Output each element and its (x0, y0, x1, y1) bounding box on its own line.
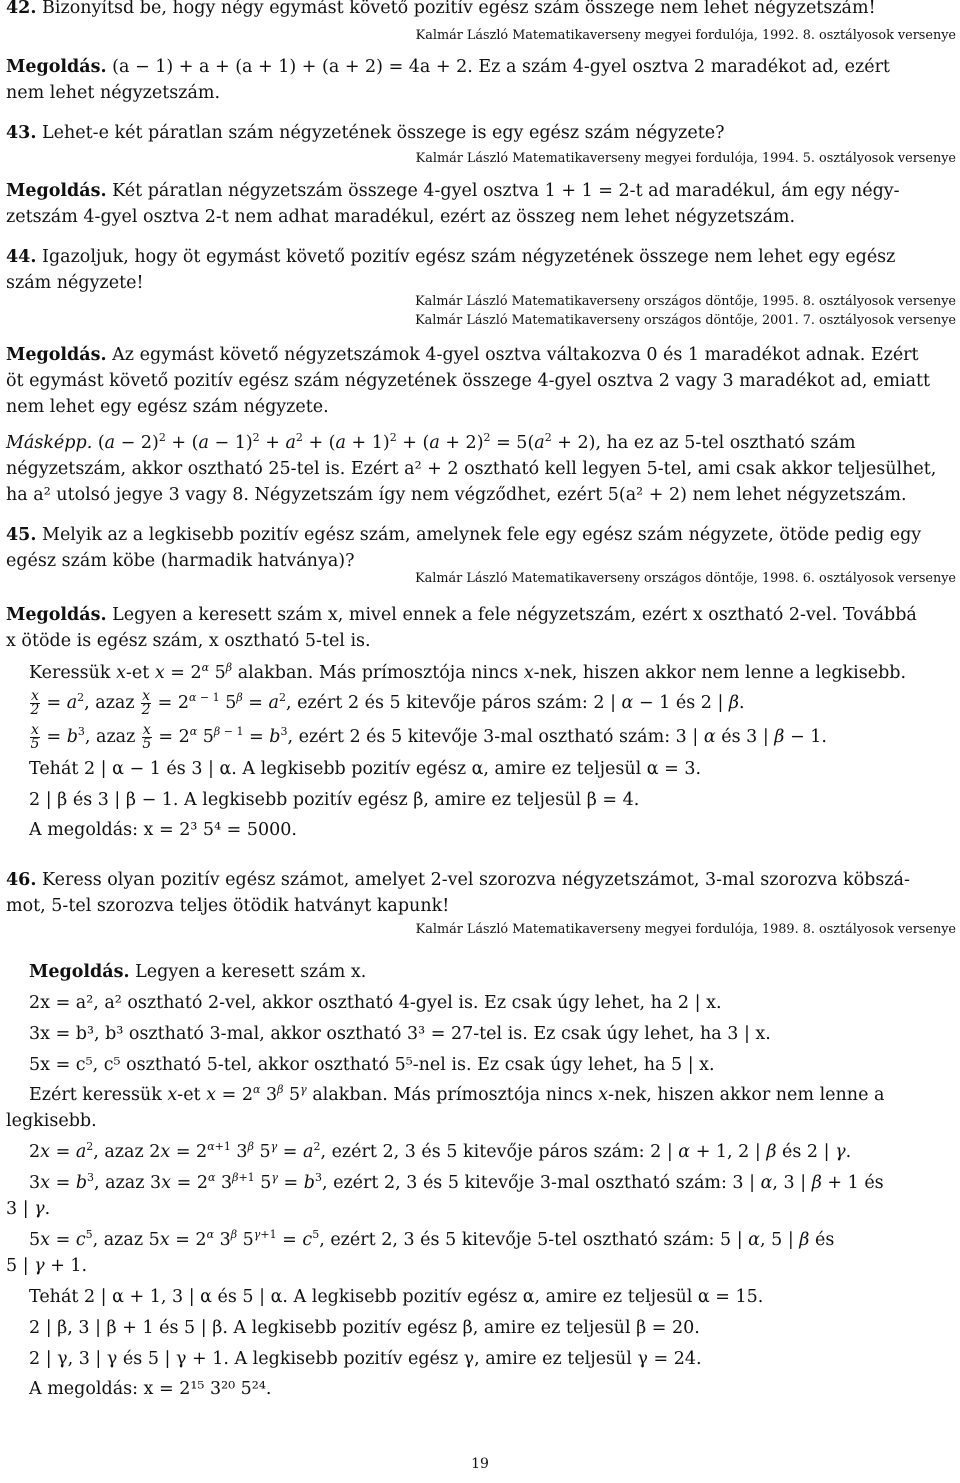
problem-source: Kalmár László Matematikaverseny országos döntője, 1998. 6. osztályosok versenye (415, 571, 956, 586)
page-number: 19 (471, 1456, 489, 1472)
solution-text: Legyen a keresett szám x. (135, 962, 367, 982)
problem-number: 42. (6, 0, 37, 18)
problem-44 (6, 245, 956, 269)
solution-46-line7: $3x = b^3$, azaz $3x = 2^\alpha$ $3^{\beta+1}$ $5^\gamma = b^3$, ezért 2, 3 és 5 kitevője 3-mal osztható szám: 3 | α, 3 | β + 1 és (29, 1171, 884, 1193)
solution-46-line5: Ezért keressük x-et $x = 2^\alpha$ $3^\beta$ $5^\gamma$ alakban. Más prímosztója nincs x-nek, hiszen akkor nem lenne a (29, 1083, 885, 1105)
fraction: $\frac{x}{5}$ (30, 722, 40, 752)
solution-45-line6: Tehát 2 | α − 1 és 3 | α. A legkisebb pozitív egész α, amire ez teljesül α = 3. (29, 759, 702, 779)
problem-source: Kalmár László Matematikaverseny megyei fordulója, 1989. 8. osztályosok versenye (415, 922, 956, 937)
solution-label: Megoldás. (6, 605, 107, 625)
solution-text: Legyen a keresett szám x, mivel ennek a fele négyzetszám, ezért x osztható 2-vel. Továbbá (112, 605, 917, 625)
problem-text: Melyik az a legkisebb pozitív egész szám, amelynek fele egy egész szám négyzete, ötöde pedig egy (42, 525, 922, 545)
problem-source: Kalmár László Matematikaverseny országos döntője, 1995. 8. osztályosok versenye (415, 294, 956, 309)
solution-46-line5b: legkisebb. (6, 1111, 97, 1131)
alt-label: Másképp. (6, 433, 93, 453)
solution-45-answer: A megoldás: x = 2³ 5⁴ = 5000. (29, 820, 297, 840)
solution-42-line1 (6, 55, 956, 79)
solution-45-line7: 2 | β és 3 | β − 1. A legkisebb pozitív egész β, amire ez teljesül β = 4. (29, 790, 640, 810)
solution-label: Megoldás. (6, 345, 107, 365)
solution-45-line1 (6, 603, 956, 627)
solution-42-line2: nem lehet négyzetszám. (6, 83, 221, 103)
solution-43-line2: zetszám 4-gyel osztva 2-t nem adhat maradékul, ezért az összeg nem lehet négyzetszám. (6, 207, 796, 227)
problem-42 (6, 0, 956, 20)
problem-number: 46. (6, 870, 37, 890)
solution-43-line1 (6, 179, 956, 203)
alt-solution-44-line2: négyzetszám, akkor osztható 25-tel is. Ezért a² + 2 osztható kell legyen 5-tel, ami csak akkor teljesülhet, (6, 459, 937, 479)
problem-number: 45. (6, 525, 37, 545)
solution-46-line1 (6, 960, 960, 984)
problem-45 (6, 523, 956, 547)
solution-text: Két páratlan négyzetszám összege 4-gyel osztva 1 + 1 = 2-t ad maradékul, ám egy négy- (112, 181, 900, 201)
solution-46-line9: Tehát 2 | α + 1, 3 | α és 5 | α. A legkisebb pozitív egész α, amire ez teljesül α = 15. (29, 1287, 764, 1307)
solution-44-line3: nem lehet egy egész szám négyzete. (6, 397, 329, 417)
fraction: $\frac{x}{2}$ (141, 688, 151, 718)
problem-text: Keress olyan pozitív egész számot, amelyet 2-vel szorozva négyzetszámot, 3-mal szorozva köbszá- (42, 870, 910, 890)
problem-43 (6, 121, 956, 145)
problem-46 (6, 868, 956, 892)
alt-solution-44-line3: ha a² utolsó jegye 3 vagy 8. Négyzetszám így nem végződhet, ezért 5(a² + 2) nem lehet négyzetszám. (6, 485, 907, 505)
solution-44-line1 (6, 343, 956, 367)
problem-number: 44. (6, 247, 37, 267)
problem-text: Igazoljuk, hogy öt egymást követő pozitív egész szám négyzetének összege nem lehet egy egész (42, 247, 896, 267)
problem-46-cont: mot, 5-tel szorozva teljes ötödik hatványt kapunk! (6, 896, 450, 916)
solution-46-line10: 2 | β, 3 | β + 1 és 5 | β. A legkisebb pozitív egész β, amire ez teljesül β = 20. (29, 1318, 700, 1338)
solution-45-line4: $\frac{x}{2}$ = $a^2$, azaz $\frac{x}{2}$ = $2^{\alpha - 1}$ $5^\beta = a^2$, ezért 2 és 5 kitevője páros szám: 2 | α − 1 és 2 | β. (30, 688, 745, 718)
solution-45-line3: Keressük x-et $x = 2^\alpha$ $5^\beta$ alakban. Más prímosztója nincs x-nek, hiszen akkor nem lenne a legkisebb. (29, 661, 907, 683)
fraction: $\frac{x}{2}$ (30, 688, 40, 718)
problem-source: Kalmár László Matematikaverseny megyei fordulója, 1994. 5. osztályosok versenye (415, 151, 956, 166)
solution-44-line2: öt egymást követő pozitív egész szám négyzetének összege 4-gyel osztva 2 vagy 3 maradékot ad, emiatt (6, 371, 931, 391)
solution-46-line11: 2 | γ, 3 | γ és 5 | γ + 1. A legkisebb pozitív egész γ, amire ez teljesül γ = 24. (29, 1349, 702, 1369)
solution-text: (a − 1) + a + (a + 1) + (a + 2) = 4a + 2. Ez a szám 4-gyel osztva 2 maradékot ad, ezért (112, 57, 890, 77)
solution-46-line7b: 3 | γ. (6, 1199, 51, 1219)
solution-46-answer: A megoldás: x = 2¹⁵ 3²⁰ 5²⁴. (29, 1379, 272, 1399)
solution-46-line6: $2x = a^2$, azaz $2x = 2^{\alpha+1}$ $3^\beta$ $5^\gamma = a^2$, ezért 2, 3 és 5 kitevője páros szám: 2 | α + 1, 2 | β és 2 | γ. (29, 1140, 852, 1162)
alt-solution-44-line1: Másképp. $(a - 2)^2 + (a - 1)^2 + a^2 + (a + 1)^2 + (a + 2)^2 = 5(a^2 + 2)$, ha ez az 5-tel osztható szám (6, 431, 856, 453)
solution-text: Az egymást követő négyzetszámok 4-gyel osztva váltakozva 0 és 1 maradékot adnak. Ezért (112, 345, 919, 365)
solution-label: Megoldás. (6, 181, 107, 201)
solution-label: Megoldás. (6, 57, 107, 77)
solution-label: Megoldás. (29, 962, 130, 982)
problem-number: 43. (6, 123, 37, 143)
problem-45-cont: egész szám köbe (harmadik hatványa)? (6, 551, 355, 571)
problem-source: Kalmár László Matematikaverseny megyei fordulója, 1992. 8. osztályosok versenye (415, 28, 956, 43)
problem-44-cont: szám négyzete! (6, 273, 144, 293)
solution-45-line2: x ötöde is egész szám, x osztható 5-tel is. (6, 631, 371, 651)
problem-source: Kalmár László Matematikaverseny országos döntője, 2001. 7. osztályosok versenye (415, 313, 956, 328)
solution-45-line5: $\frac{x}{5}$ = $b^3$, azaz $\frac{x}{5}$ = $2^\alpha$ $5^{\beta - 1} = b^3$, ezért 2 és 5 kitevője 3-mal osztható szám: 3 | α és 3 | β − 1. (30, 722, 827, 752)
solution-46-line8: $5x = c^5$, azaz $5x = 2^\alpha$ $3^\beta$ $5^{\gamma+1} = c^5$, ezért 2, 3 és 5 kitevője 5-tel osztható szám: 5 | α, 5 | β és (29, 1228, 835, 1250)
solution-46-line4: 5x = c⁵, c⁵ osztható 5-tel, akkor osztható 5⁵-nel is. Ez csak úgy lehet, ha 5 | x. (29, 1055, 715, 1075)
solution-46-line8b: 5 | γ + 1. (6, 1256, 88, 1276)
problem-text: Lehet-e két páratlan szám négyzetének összege is egy egész szám négyzete? (42, 123, 725, 143)
solution-46-line2: 2x = a², a² osztható 2-vel, akkor osztható 4-gyel is. Ez csak úgy lehet, ha 2 | x. (29, 993, 722, 1013)
solution-46-line3: 3x = b³, b³ osztható 3-mal, akkor osztható 3³ = 27-tel is. Ez csak úgy lehet, ha 3 | x. (29, 1024, 771, 1044)
fraction: $\frac{x}{5}$ (142, 722, 152, 752)
problem-text: Bizonyítsd be, hogy négy egymást követő pozitív egész szám összege nem lehet négyzetszám! (42, 0, 876, 18)
